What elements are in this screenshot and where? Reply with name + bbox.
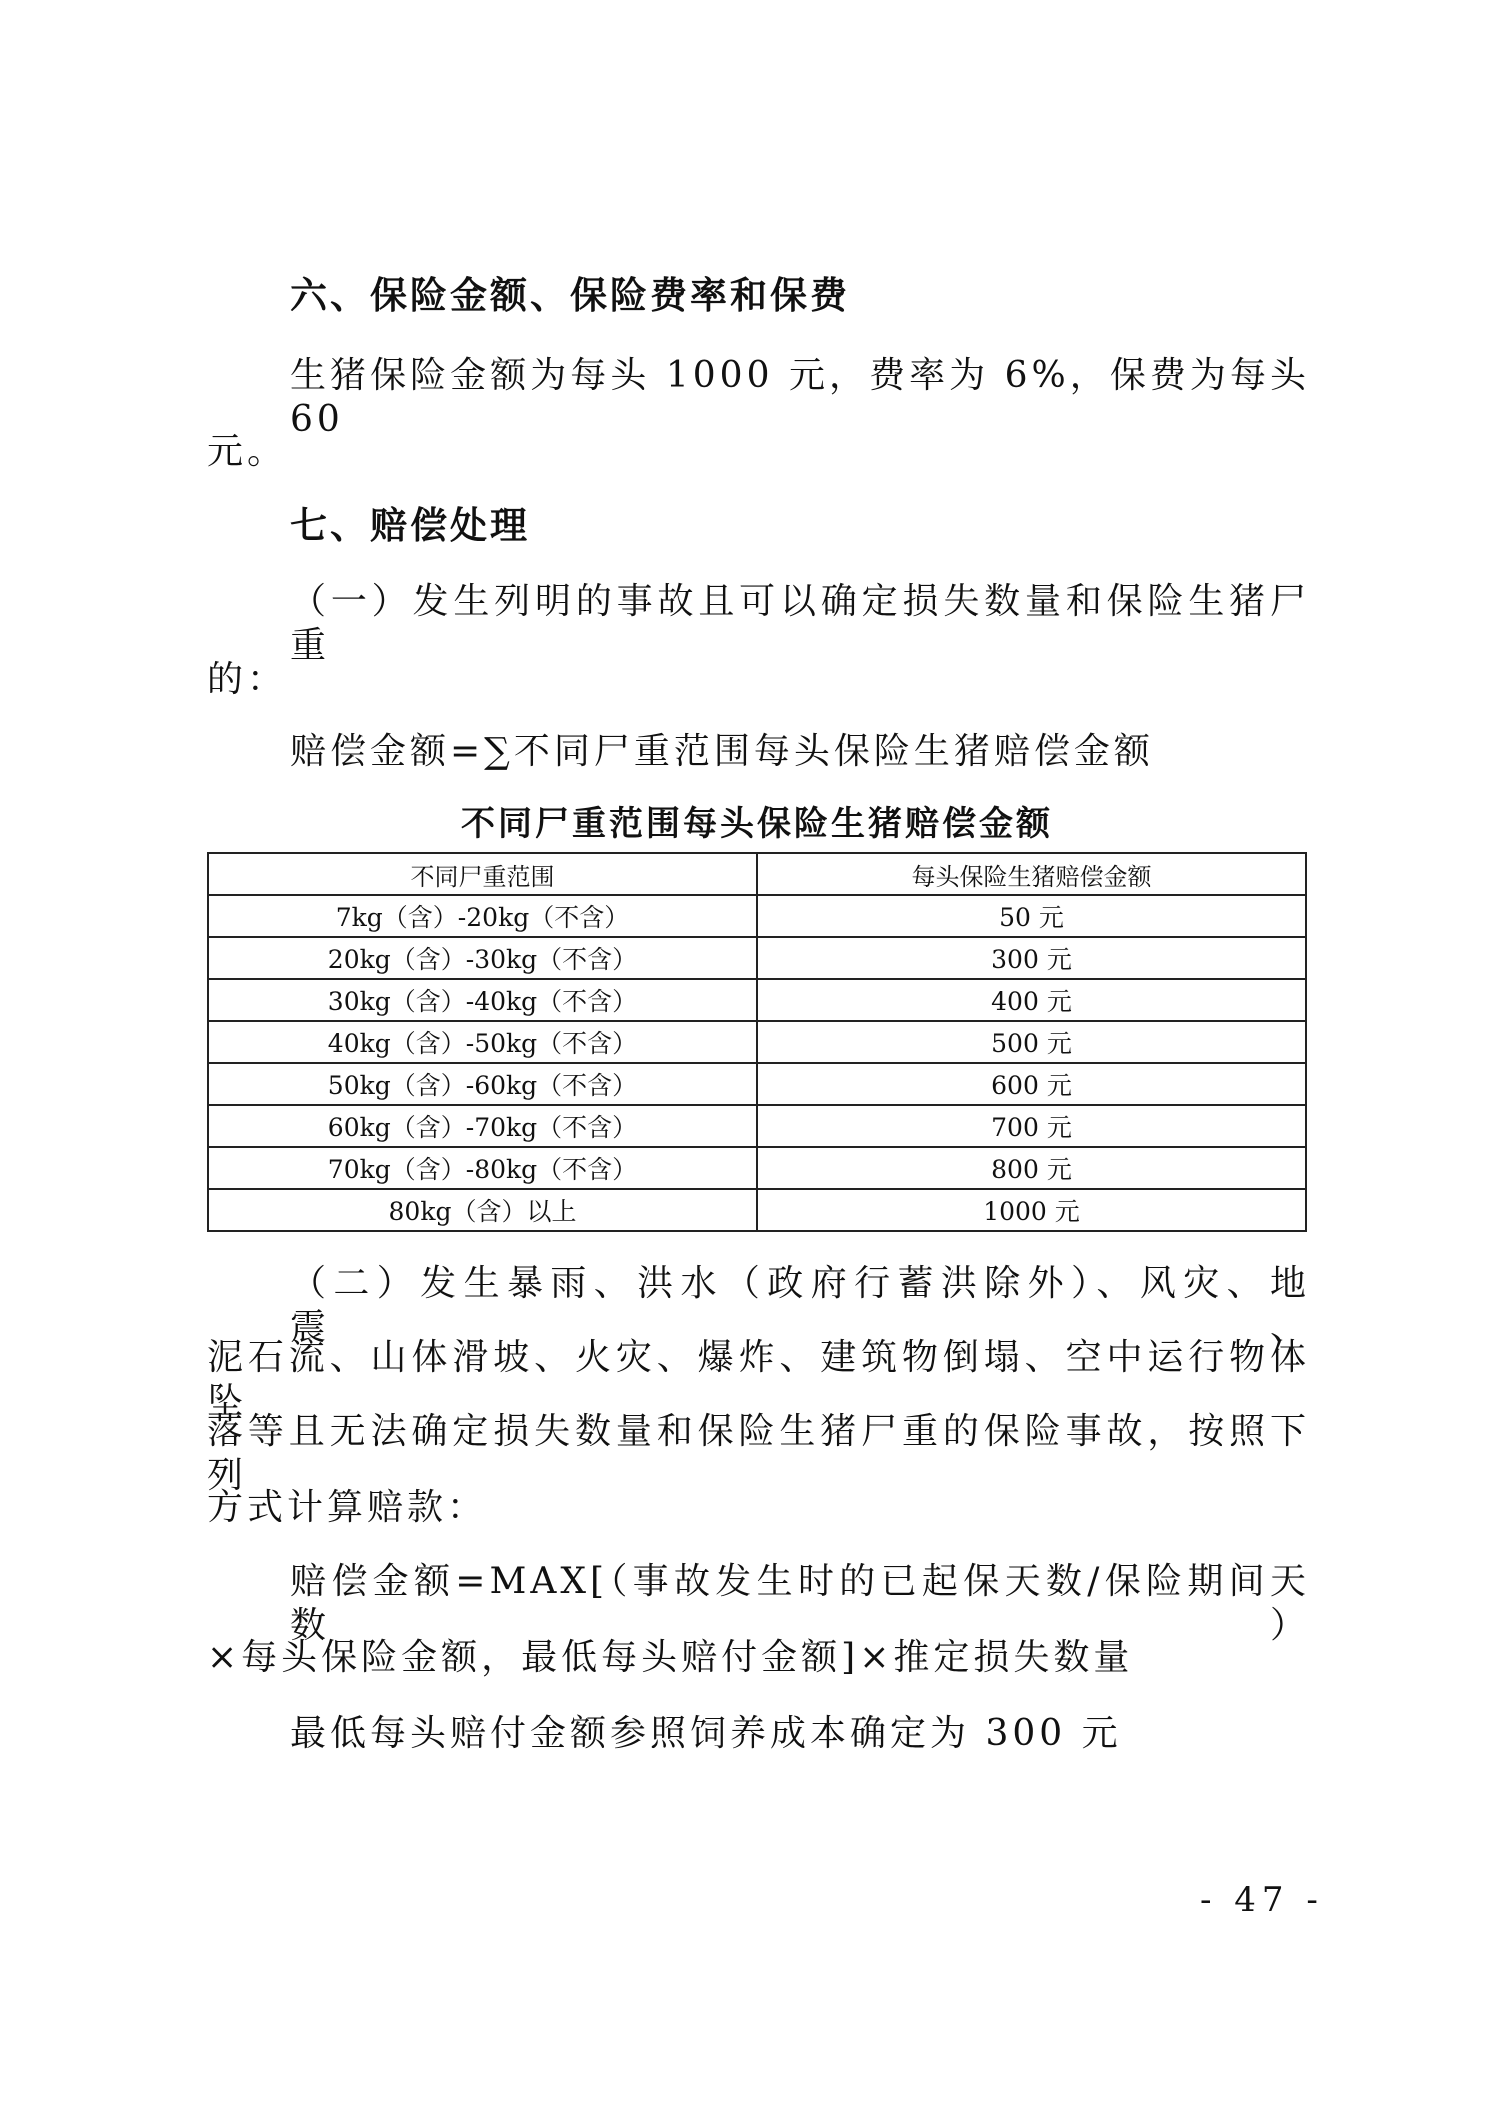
item2-line1: （二）发生暴雨、洪水（政府行蓄洪除外）、风灾、地震、 <box>290 1263 1310 1348</box>
weight-range-cell: 80kg（含）以上 <box>208 1189 757 1231</box>
item2-line3: 落等且无法确定损失数量和保险生猪尸重的保险事故，按照下列 <box>207 1411 1310 1496</box>
weight-range-cell: 20kg（含）-30kg（不含） <box>208 937 757 979</box>
table-row <box>208 1105 1306 1147</box>
section-heading-6: 六、保险金额、保险费率和保费 <box>290 274 850 317</box>
formula-max-line1: 赔偿金额=MAX[（事故发生时的已起保天数/保险期间天数） <box>290 1561 1310 1646</box>
table-row <box>208 1189 1306 1231</box>
page-number: - 47 - <box>1200 1880 1324 1920</box>
table-row <box>208 1147 1306 1189</box>
weight-range-cell: 50kg（含）-60kg（不含） <box>208 1063 757 1105</box>
item1-line1: （一）发生列明的事故且可以确定损失数量和保险生猪尸重 <box>290 581 1310 666</box>
compensation-cell: 500 元 <box>757 1021 1306 1063</box>
item2-line2: 泥石流、山体滑坡、火灾、爆炸、建筑物倒塌、空中运行物体坠 <box>207 1337 1310 1422</box>
section-heading-7: 七、赔偿处理 <box>290 504 530 547</box>
table-row <box>208 895 1306 937</box>
compensation-cell: 300 元 <box>757 937 1306 979</box>
table-row <box>208 1063 1306 1105</box>
table-header-row <box>208 853 1306 895</box>
compensation-cell: 600 元 <box>757 1063 1306 1105</box>
formula-sum-compensation: 赔偿金额=∑不同尸重范围每头保险生猪赔偿金额 <box>290 731 1154 772</box>
table-row <box>208 979 1306 1021</box>
compensation-cell: 700 元 <box>757 1105 1306 1147</box>
table-title: 不同尸重范围每头保险生猪赔偿金额 <box>461 804 1053 844</box>
item2-line4: 方式计算赔款： <box>207 1487 488 1528</box>
compensation-cell: 400 元 <box>757 979 1306 1021</box>
item1-line2: 的： <box>207 659 288 700</box>
paragraph-insured-amount-line1: 生猪保险金额为每头 1000 元，费率为 6%，保费为每头 60 <box>290 355 1310 440</box>
weight-range-cell: 40kg（含）-50kg（不含） <box>208 1021 757 1063</box>
table-row <box>208 1021 1306 1063</box>
weight-range-cell: 70kg（含）-80kg（不含） <box>208 1147 757 1189</box>
compensation-cell: 1000 元 <box>757 1189 1306 1231</box>
weight-range-cell: 60kg（含）-70kg（不含） <box>208 1105 757 1147</box>
column-header-compensation: 每头保险生猪赔偿金额 <box>757 853 1306 895</box>
formula-max-line2: ×每头保险金额，最低每头赔付金额]×推定损失数量 <box>207 1637 1134 1678</box>
compensation-cell: 800 元 <box>757 1147 1306 1189</box>
paragraph-insured-amount-line2: 元。 <box>207 431 288 472</box>
weight-range-cell: 7kg（含）-20kg（不含） <box>208 895 757 937</box>
compensation-cell: 50 元 <box>757 895 1306 937</box>
minimum-compensation-note: 最低每头赔付金额参照饲养成本确定为 300 元 <box>290 1713 1122 1754</box>
weight-range-cell: 30kg（含）-40kg（不含） <box>208 979 757 1021</box>
compensation-table <box>207 852 1307 1232</box>
column-header-weight-range: 不同尸重范围 <box>208 853 757 895</box>
table-row <box>208 937 1306 979</box>
